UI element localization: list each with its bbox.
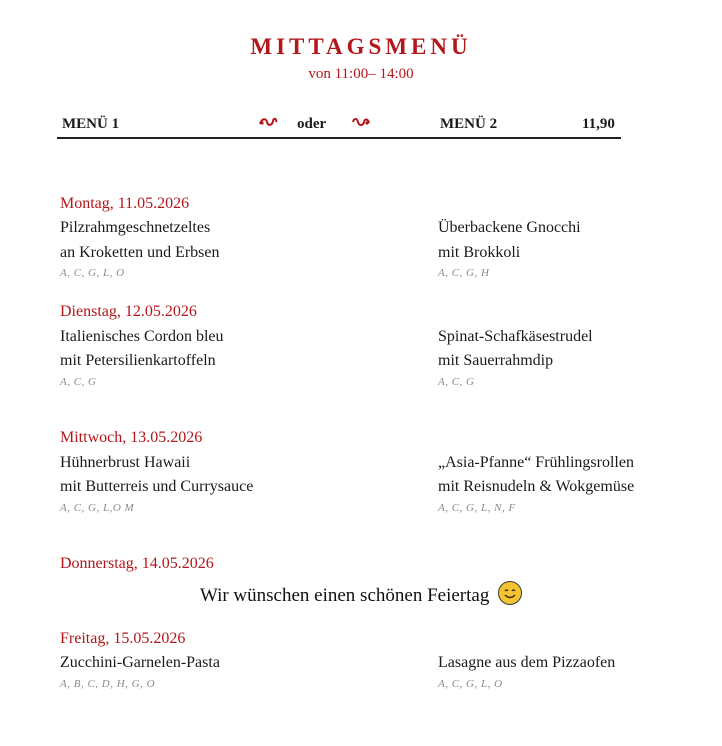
menu1-dish-line: an Kroketten und Erbsen (60, 244, 220, 261)
menu1-allergens: A, C, G (60, 376, 97, 388)
menu2-dish-line: Überbackene Gnocchi (438, 219, 581, 236)
day-heading: Montag, 11.05.2026 (60, 195, 190, 212)
day-heading: Freitag, 15.05.2026 (60, 630, 186, 647)
menu2-allergens: A, C, G, H (438, 267, 490, 279)
menu2-allergens: A, C, G, L, N, F (438, 502, 516, 514)
menu1-allergens: A, C, G, L,O M (60, 502, 135, 514)
menu1-dish-line: Hühnerbrust Hawaii (60, 454, 191, 471)
page-title: MITTAGSMENÜ (250, 34, 472, 59)
smiling-face-icon (498, 581, 522, 605)
menu2-dish-line: „Asia-Pfanne“ Frühlingsrollen (438, 454, 634, 471)
menu2-dish-line: mit Reisnudeln & Wokgemüse (438, 478, 635, 495)
holiday-text: Wir wünschen einen schönen Feiertag (199, 585, 490, 606)
menu2-header: MENÜ 2 (440, 116, 498, 132)
menu1-header: MENÜ 1 (62, 116, 120, 132)
header-divider (57, 137, 621, 139)
menu-price: 11,90 (582, 116, 615, 132)
menu2-dish-line: mit Brokkoli (438, 244, 521, 261)
menu1-dish-line: Italienisches Cordon bleu (60, 328, 224, 345)
menu1-dish-line: mit Butterreis und Currysauce (60, 478, 254, 495)
menu1-dish-line: mit Petersilienkartoffeln (60, 352, 216, 369)
menu2-allergens: A, C, G, L, O (438, 678, 503, 690)
holiday-message (0, 581, 722, 607)
menu1-allergens: A, B, C, D, H, G, O (60, 678, 156, 690)
menu1-allergens: A, C, G, L, O (60, 267, 125, 279)
day-heading: Mittwoch, 13.05.2026 (60, 429, 203, 446)
or-label: oder (297, 116, 327, 132)
swirl-ornament-icon (351, 113, 371, 134)
menu2-dish-line: mit Sauerrahmdip (438, 352, 554, 369)
opening-hours: von 11:00– 14:00 (308, 66, 414, 82)
menu1-dish-line: Zucchini-Garnelen-Pasta (60, 654, 220, 671)
day-heading: Dienstag, 12.05.2026 (60, 303, 197, 320)
menu1-dish-line: Pilzrahmgeschnetzeltes (60, 219, 211, 236)
menu2-dish-line: Lasagne aus dem Pizzaofen (438, 654, 616, 671)
day-heading: Donnerstag, 14.05.2026 (60, 555, 214, 572)
swirl-ornament-icon (258, 113, 278, 134)
menu2-allergens: A, C, G (438, 376, 475, 388)
menu2-dish-line: Spinat-Schafkäsestrudel (438, 328, 593, 345)
